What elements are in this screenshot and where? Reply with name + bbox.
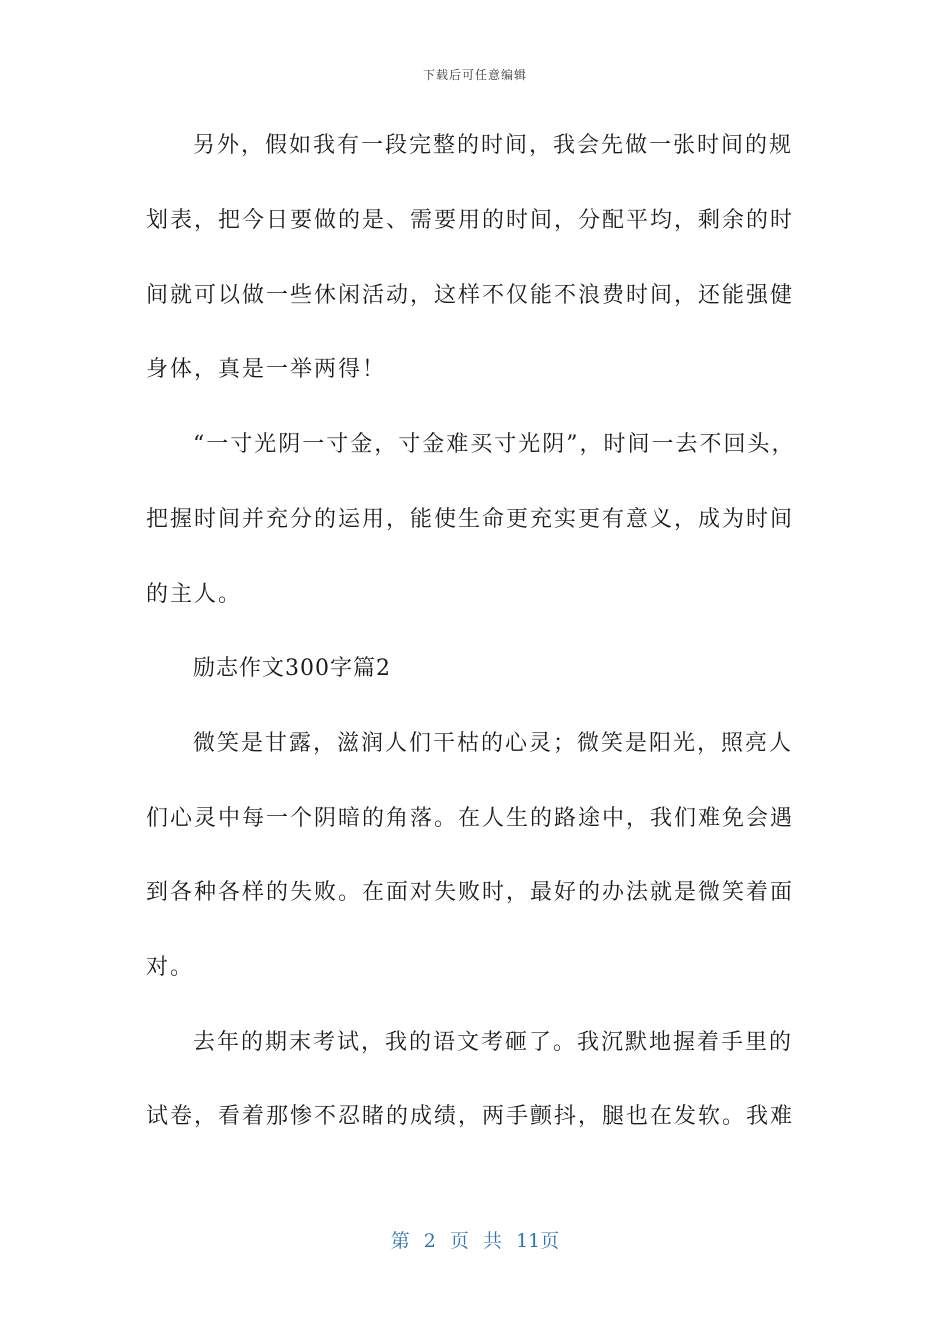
footer-total-word: 共 (483, 1230, 503, 1252)
body-line-9: 微笑是甘露，滋润人们干枯的心灵；微笑是阳光，照亮人 (193, 731, 794, 756)
body-line-1: 另外，假如我有一段完整的时间，我会先做一张时间的规 (193, 133, 794, 158)
page-footer (0, 1226, 950, 1253)
body-line-2: 划表，把今日要做的是、需要用的时间，分配平均，剩余的时 (146, 208, 795, 233)
body-line-6: 把握时间并充分的运用，能使生命更充实更有意义，成为时间 (146, 507, 795, 532)
footer-current-page: 2 (423, 1230, 436, 1252)
section-heading: 励志作文300字篇2 (193, 656, 391, 681)
body-line-7: 的主人。 (146, 582, 243, 607)
body-line-5: “一寸光阴一寸金，寸金难买寸光阴”，时间一去不回头， (193, 432, 796, 457)
footer-page-word: 页 (449, 1230, 469, 1252)
body-line-4: 身体，真是一举两得！ (146, 357, 387, 382)
page-header: 下载后可任意编辑 (422, 68, 527, 82)
body-line-13: 去年的期末考试，我的语文考砸了。我沉默地握着手里的 (193, 1030, 794, 1055)
footer-total-pages: 11页 (516, 1230, 560, 1252)
body-line-14: 试卷，看着那惨不忍睹的成绩，两手颤抖，腿也在发软。我难 (146, 1104, 795, 1129)
body-line-11: 到各种各样的失败。在面对失败时，最好的办法就是微笑着面 (146, 880, 795, 905)
body-line-3: 间就可以做一些休闲活动，这样不仅能不浪费时间，还能强健 (146, 283, 795, 308)
footer-prefix: 第 (390, 1230, 410, 1252)
body-line-12: 对。 (146, 955, 195, 980)
body-line-10: 们心灵中每一个阴暗的角落。在人生的路途中，我们难免会遇 (146, 806, 795, 831)
